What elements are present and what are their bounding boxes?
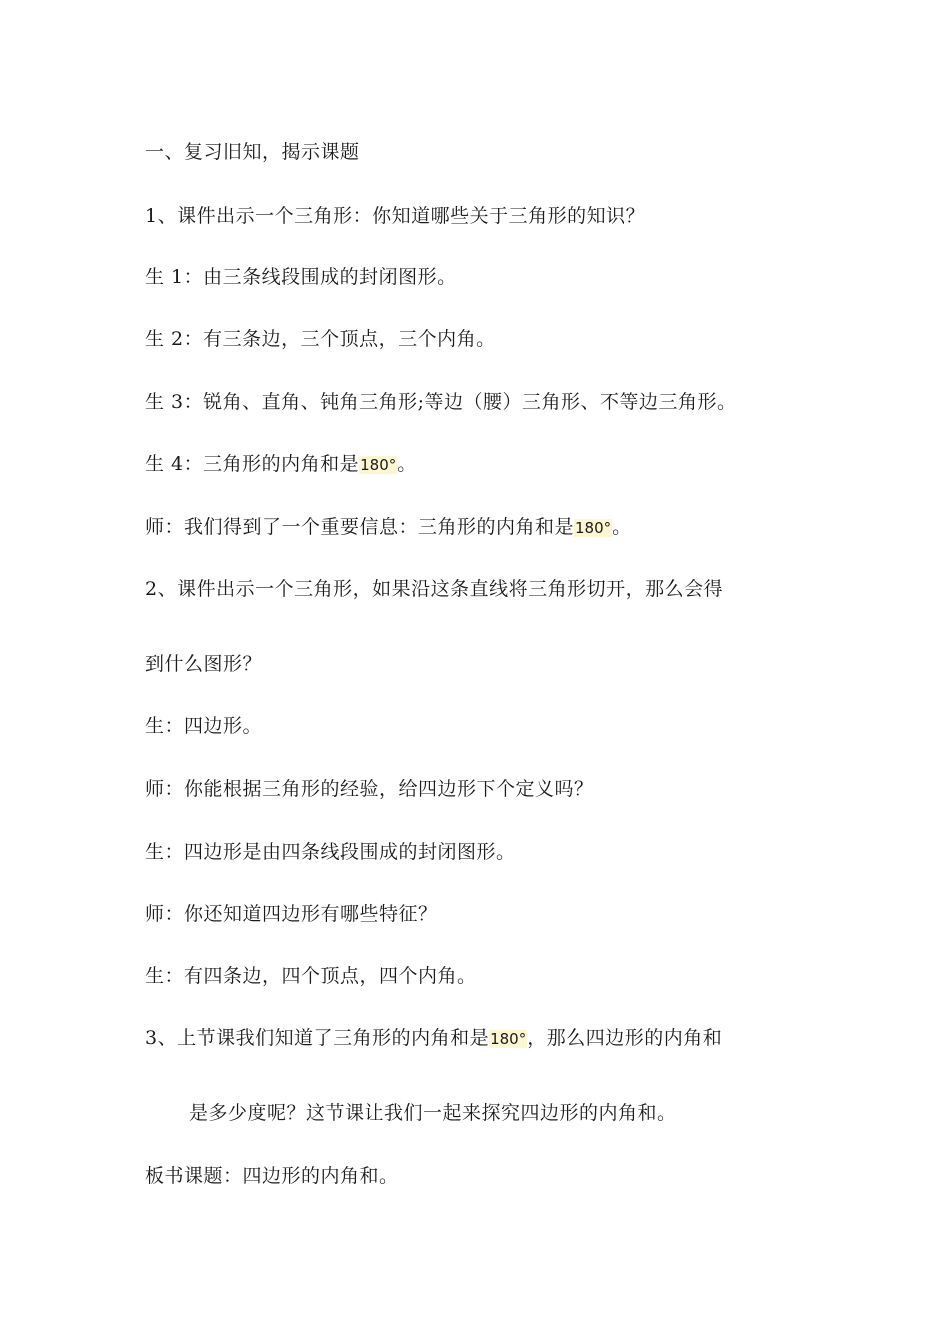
highlighted-value: 180° — [360, 456, 397, 474]
paragraph-line — [145, 203, 645, 229]
paragraph-line — [145, 839, 516, 865]
paragraph-line — [145, 389, 737, 415]
line-text: 生：四边形是由四条线段围成的封闭图形。 — [145, 841, 516, 863]
line-text: 师：我们得到了一个重要信息：三角形的内角和是 — [145, 516, 575, 538]
line-text: 生 2：有三条边，三个顶点，三个内角。 — [145, 328, 496, 350]
line-text: 。 — [612, 516, 632, 538]
line-text: 是多少度呢？这节课让我们一起来探究四边形的内角和。 — [189, 1102, 677, 1124]
line-text: 板书课题：四边形的内角和。 — [145, 1165, 399, 1187]
highlighted-value: 180° — [575, 519, 612, 537]
paragraph-line — [145, 776, 594, 802]
line-text: 生 1：由三条线段围成的封闭图形。 — [145, 266, 457, 288]
line-text: 生：有四条边，四个顶点，四个内角。 — [145, 965, 477, 987]
section-heading — [145, 139, 360, 165]
paragraph-line — [145, 576, 723, 602]
paragraph-line — [145, 264, 457, 290]
board-title-line — [145, 1163, 399, 1189]
paragraph-line — [145, 713, 262, 739]
paragraph-line — [145, 326, 496, 352]
line-text: 师：你还知道四边形有哪些特征？ — [145, 903, 438, 925]
paragraph-line-indented — [189, 1100, 677, 1126]
line-text: 生：四边形。 — [145, 715, 263, 737]
highlighted-value: 180° — [490, 1030, 527, 1048]
line-text: 生 3：锐角、直角、钝角三角形;等边（腰）三角形、不等边三角形。 — [145, 391, 737, 413]
paragraph-line — [145, 514, 632, 541]
line-text: ，那么四边形的内角和 — [527, 1027, 723, 1049]
line-text: 2、课件出示一个三角形，如果沿这条直线将三角形切开，那么会得 — [145, 578, 724, 600]
line-text: 到什么图形？ — [145, 653, 263, 675]
paragraph-line — [145, 901, 438, 927]
paragraph-line — [145, 963, 477, 989]
line-text: 。 — [397, 453, 417, 475]
line-text: 师：你能根据三角形的经验，给四边形下个定义吗？ — [145, 778, 594, 800]
paragraph-line — [145, 651, 262, 677]
line-text: 生 4：三角形的内角和是 — [145, 453, 360, 475]
line-text: 3、上节课我们知道了三角形的内角和是 — [145, 1027, 490, 1049]
heading-text: 一、复习旧知，揭示课题 — [145, 141, 360, 163]
line-text: 1、课件出示一个三角形：你知道哪些关于三角形的知识？ — [145, 205, 646, 227]
paragraph-line — [145, 1025, 722, 1052]
paragraph-line — [145, 451, 417, 478]
